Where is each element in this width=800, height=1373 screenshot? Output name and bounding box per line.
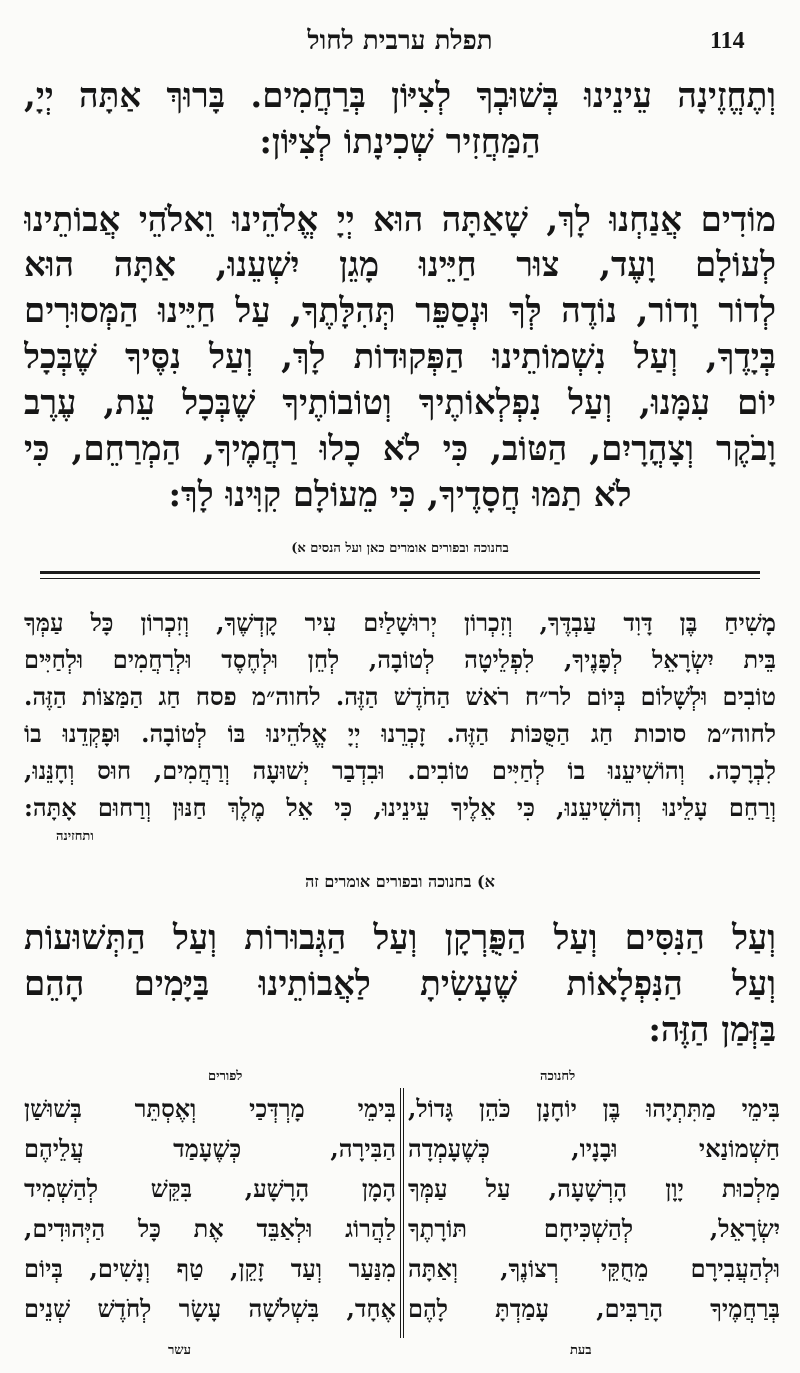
text-line: לִבְרָכָה. וְהוֹשִׁיעֵנוּ בוֹ לְחַיִּים טוֹבִים. וּבִדְבַר יְשׁוּעָה וְרַחֲמִים, חוּס וְחָנֵּנוּ, [24, 756, 776, 785]
text-line: מִנַּעַר וְעַד זָקֵן, טַף וְנָשִׁים, בְּיוֹם [24, 1254, 396, 1283]
text-line: טוֹבִים וּלְשָׁלוֹם בְּיוֹם לר״ח רֹאשׁ הַחֹדֶשׁ הַזֶּה. לחוה״מ פסח חַג הַמַּצּוֹת הַזֶּה. [24, 682, 776, 711]
text-line: לֹא תַמּוּ חֲסָדֶיךָ, כִּי מֵעוֹלָם קִוִּינוּ לָךְ: [168, 475, 632, 515]
text-line: וְעַל הַנִּפְלָאוֹת שֶׁעָשִׂיתָ לַאֲבוֹתֵינוּ בַּיָּמִים הָהֵם [24, 964, 776, 1004]
text-line: מוֹדִים אֲנַחְנוּ לָךְ, שָׁאַתָּה הוּא יְיָ אֱלֹהֵינוּ וֵאלֹהֵי אֲבוֹתֵינוּ [24, 200, 776, 240]
text-line: הַמַּחֲזִיר שְׁכִינָתוֹ לְצִיּוֹן: [259, 122, 541, 162]
text-line: בִּימֵי מָרְדְּכַי וְאֶסְתֵּר בְּשׁוּשַׁן [24, 1094, 396, 1123]
text-line: וְרַחֵם עָלֵינוּ וְהוֹשִׁיעֵנוּ, כִּי אֵלֶיךָ עֵינֵינוּ, כִּי אֵל מֶלֶךְ חַנּוּן וְרַחוּם אָתָּה: [24, 793, 776, 822]
text-line: לְעוֹלָם וָעֶד, צוּר חַיֵּינוּ מָגֵן יִשְׁעֵנוּ, אַתָּה הוּא [24, 245, 776, 285]
column-label-hanukkah: לחנוכה [540, 1069, 576, 1084]
text-line: וָבֹקֶר וְצָהֳרָיִם, הַטּוֹב, כִּי לֹא כָלוּ רַחֲמֶיךָ, הַמְרַחֵם, כִּי [24, 429, 776, 469]
column-divider [400, 1088, 404, 1338]
text-line: וְתֶחֱזֶינָה עֵינֵינוּ בְּשׁוּבְךָ לְצִיּוֹן בְּרַחֲמִים. בָּרוּךְ אַתָּה יְיָ, [24, 76, 776, 116]
rubric-note: א) בחנוכה ובפורים אומרים זה [305, 872, 495, 891]
text-line: בְּרַחֲמֶיךָ הָרַבִּים, עָמַדְתָּ לָהֶם [408, 1294, 780, 1323]
text-line: לחוה״מ סוכות חַג הַסֻּכּוֹת הַזֶּה. זָכְרֵנוּ יְיָ אֱלֹהֵינוּ בּוֹ לְטוֹבָה. וּפָקְדֵנוּ בוֹ [24, 719, 776, 748]
divider-rule [40, 578, 760, 579]
text-line: וְעַל הַנִּסִּים וְעַל הַפֻּרְקָן וְעַל הַגְּבוּרוֹת וְעַל הַתְּשׁוּעוֹת [24, 918, 776, 958]
text-line: יִשְׂרָאֵל, לְהַשְׁכִּיחָם תּוֹרָתֶךָ [408, 1214, 780, 1243]
text-line: מָשִׁיחַ בֶּן דָּוִד עַבְדֶּךָ, וְזִכְרוֹן יְרוּשָׁלַיִם עִיר קָדְשֶׁךָ, וְזִכְרוֹן כָּל עַמְּךָ [24, 608, 776, 637]
text-line: בֵּית יִשְׂרָאֵל לְפָנֶיךָ, לִפְלֵיטָה לְטוֹבָה, לְחֵן וּלְחֶסֶד וּלְרַחֲמִים וּלְחַיִּים [24, 645, 776, 674]
text-line: בְּיָדֶךָ, וְעַל נִשְׁמוֹתֵינוּ הַפְּקוּדוֹת לָךְ, וְעַל נִסֶּיךָ שֶׁבְּכָל [24, 337, 776, 377]
text-line: בִּימֵי מַתִּתְיָהוּ בֶּן יוֹחָנָן כֹּהֵן גָּדוֹל, [408, 1094, 780, 1123]
catchword: ותחזינה [56, 829, 94, 844]
text-line: הַבִּירָה, כְּשֶׁעָמַד עֲלֵיהֶם [24, 1134, 396, 1163]
column-label-purim: לפורים [208, 1069, 243, 1084]
running-head-title: תפלת ערבית לחול [307, 26, 493, 56]
catchword: בעת [570, 1343, 592, 1358]
text-line: וּלְהַעֲבִירָם מֵחֻקֵּי רְצוֹנֶךָ, וְאַתָּה [408, 1254, 780, 1283]
text-line: לַהֲרוֹג וּלְאַבֵּד אֶת כָּל הַיְּהוּדִים, [24, 1214, 396, 1243]
divider-rule [40, 571, 760, 574]
text-line: מַלְכוּת יָוָן הָרְשָׁעָה, עַל עַמְּךָ [408, 1174, 780, 1203]
text-line: אֶחָד, בִּשְׁלֹשָׁה עָשָׂר לְחֹדֶשׁ שְׁנֵים [24, 1294, 396, 1323]
text-line: יוֹם עִמָּנוּ, וְעַל נִפְלְאוֹתֶיךָ וְטוֹבוֹתֶיךָ שֶׁבְּכָל עֵת, עֶרֶב [24, 383, 776, 423]
text-line: לְדוֹר וָדוֹר, נוֹדֶה לְּךָ וּנְסַפֵּר תְּהִלָּתֶךָ, עַל חַיֵּינוּ הַמְּסוּרִים [24, 291, 776, 331]
page-number: 114 [710, 28, 745, 54]
rubric-note: בחנוכה ובפורים אומרים כאן ועל הנסים א) [291, 541, 509, 556]
catchword: עשר [168, 1343, 191, 1358]
text-line: בַּזְּמַן הַזֶּה: [648, 1010, 776, 1050]
text-line: חַשְׁמוֹנַאי וּבָנָיו, כְּשֶׁעָמְדָה [408, 1134, 780, 1163]
text-line: הָמָן הָרָשָׁע, בִּקֵּשׁ לְהַשְׁמִיד [24, 1174, 396, 1203]
